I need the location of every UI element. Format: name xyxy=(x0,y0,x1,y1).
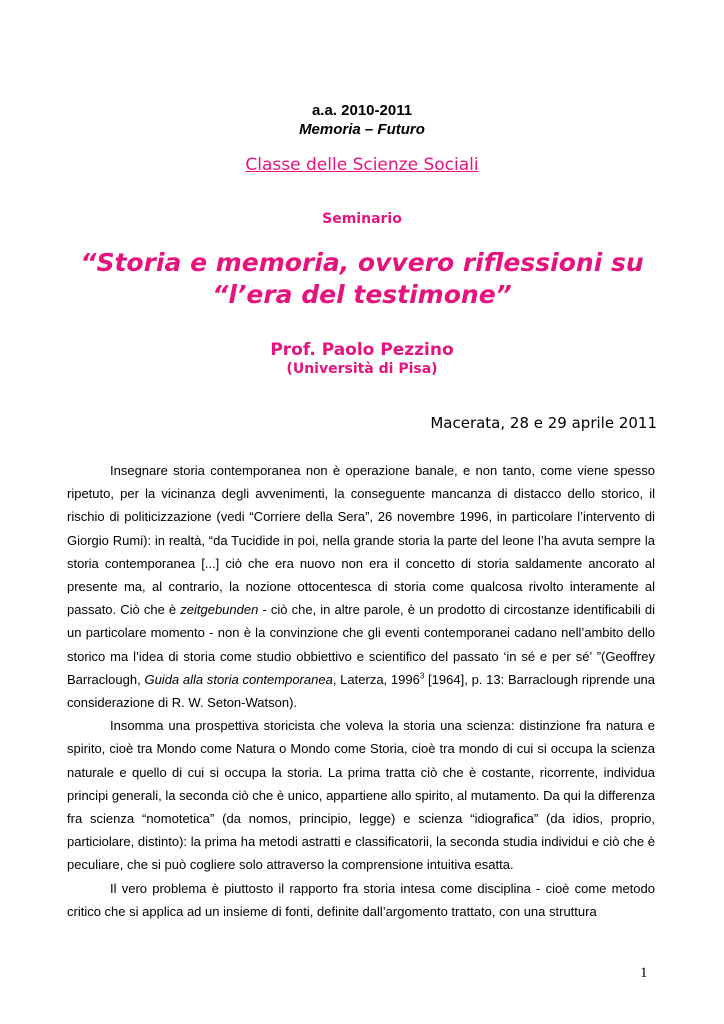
paragraph-1 xyxy=(67,459,655,714)
page-number: 1 xyxy=(640,965,648,981)
paragraph-1-text-g: [1964], p. 13: Barraclough riprende una considerazione di R. W. Seton-Watson). xyxy=(67,671,656,711)
theme-subtitle: Memoria – Futuro xyxy=(299,121,425,138)
paragraph-3: Il vero problema è piuttosto il rapporto fra storia intesa come disciplina - cioè come metodo critico che si applica ad un insieme di fonti, definite dall’argomento trattato, con una struttura xyxy=(67,880,655,919)
seminar-title: “Storia e memoria, ovvero riflessioni su “l’era del testimone” xyxy=(80,248,644,309)
place-date: Macerata, 28 e 29 aprile 2011 xyxy=(430,414,657,432)
paragraph-1-book-title: Guida alla storia contemporanea xyxy=(144,671,333,687)
body-text xyxy=(67,459,655,923)
class-link[interactable]: Classe delle Scienze Sociali xyxy=(245,155,479,175)
paragraph-1-superscript: 3 xyxy=(419,671,425,681)
speaker-name: Prof. Paolo Pezzino xyxy=(270,340,454,360)
speaker-affiliation: (Università di Pisa) xyxy=(286,361,438,377)
paragraph-1-text-c: - ciò che, in altre parole, è un prodotto di circostanze identificabili di un particolare momento - non è la convinzione che gli eventi contemporanei cadano nell’ambito dello storico ma l’idea di storia come studio obbiettivo e scientifico del passato ‘in sé e per sé’ ”(Geoffrey Barraclough, xyxy=(67,602,655,687)
paragraph-2: Insomma una prospettiva storicista che voleva la storia una scienza: distinzione fra natura e spirito, cioè tra Mondo come Natura o Mondo come Storia, cioè tra mondo di cui si occupa la scienza naturale e quello di cui si occupa la storia. La prima tratta ciò che è costante, ricorrente, individua principi generali, la seconda ciò che è unico, appartiene allo spirito, al mutamento. Da qui la differenza fra scienza “nomotetica” (da nomos, principio, legge) e scienza “idiografica” (da idios, proprio, particiolare, distinto): la prima ha metodi astratti e classificatorii, la seconda studia individui e ciò che è peculiare, che si può cogliere solo attraverso la comprensione intuitiva esatta. xyxy=(67,718,655,873)
seminar-label: Seminario xyxy=(322,211,402,227)
paragraph-1-italic-term: zeitgebunden xyxy=(180,602,259,618)
paragraph-1-text-a: Insegnare storia contemporanea non è operazione banale, e non tanto, come viene spesso ripetuto, per la vicinanza degli avvenimenti, la conseguente mancanza di distacco dello storico, il rischio di politicizzazione (vedi “Corriere della Sera”, 26 novembre 1996, in particolare l’intervento di Giorgio Rumi): in realtà, “da Tucidide in poi, nella grande storia la parte del leone l’ha avuta sempre la storia contemporanea [...] ciò che era nuovo non era il concetto di storia saldamente ancorato al presente ma, al contrario, la nozione ottocentesca di storia come qualcosa rivolto interamente al passato. Ciò che è xyxy=(67,463,655,618)
academic-year: a.a. 2010-2011 xyxy=(311,102,413,119)
paragraph-1-text-e: , Laterza, 1996 xyxy=(332,671,420,687)
